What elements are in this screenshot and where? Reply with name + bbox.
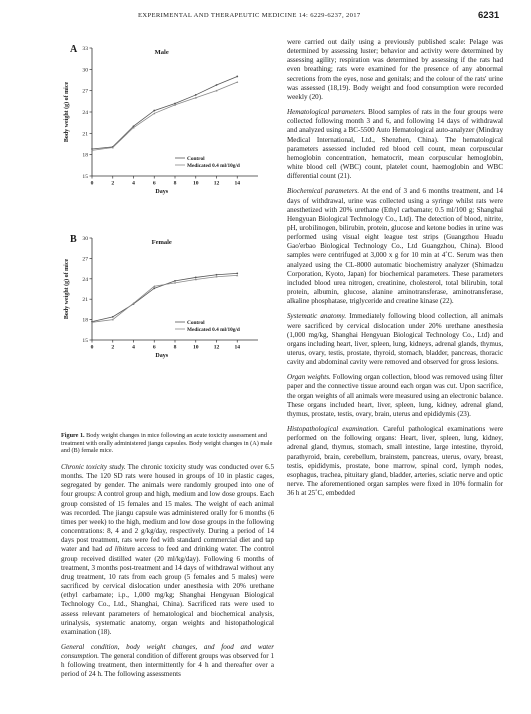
data-point [153,287,155,289]
data-point [195,277,197,279]
paragraph-text: Following organ collection, blood was removed using filter paper and the connective tissue around each organ was cut. Upon sacrifice, the organ weights of all animals were measured using an electronic balance. These organs included heart, liver, spleen, lung, kidney, adrenal gland, thymus, prostate, testis, ovary, brain, uterus and epididymis (23). [287,373,503,418]
x-tick-label: 14 [234,180,241,187]
y-tick-label: 21 [82,297,88,304]
figure-1-svg [56,38,278,438]
x-tick-label: 6 [152,180,156,187]
data-point [216,84,218,86]
legend-label: Medicated 0.4 ml/10g/d [187,163,240,169]
y-tick-label: 21 [82,131,88,138]
data-point [112,316,114,318]
paragraph-text: Blood samples of rats in the four groups were collected following month 3 and 6, and following 14 days of withdrawal and analyzed using a BC-5500 Auto Hematological auto-analyzer (Mindray Medical International, Ltd., Shenzhen, China). The hematological parameters assessed included red blood cell count, mean corpuscular hemoglobin concentration, hematocrit, mean corpuscular hemoglobin, white blood cell (WBC) count, platelet count, haemoglobin and WBC differential count (21). [287,108,503,181]
left-column [61,463,274,680]
y-tick-label: 27 [82,88,88,95]
x-tick-label: 4 [132,344,135,351]
paragraph-general-condition [61,643,274,680]
paragraph-systematic-anatomy [287,312,503,367]
paragraph-hematological [287,108,503,181]
panel-title: Male [154,49,169,56]
data-point [174,280,176,282]
caption-label: Figure 1. [61,432,85,439]
panel-letter: B [70,234,77,245]
paragraph-continued [287,38,503,102]
x-tick-label: 10 [192,344,199,351]
legend-label: Control [187,320,205,326]
paragraph-text: Careful pathological examinations were performed on the following organs: Heart, liver, spleen, lung, kidney, adrenal gland, thymus, stomach, small intestine, large intestine, thyroid, parathyroid, brain, cerebellum, brainstem, pancreas, uterus, ovary, breast, testis, epididymis, prostate, bone marrow, spinal cord, lymph nodes, esophagus, trachea, pituitary gland, bladder, arteries, sciatic nerve and optic nerve. The aforementioned organ samples were fixed in 10% formalin for 36 h at 25˚C, embedded [287,425,503,498]
section-heading: General condition, body weight changes, and food and water consumption. [61,642,274,661]
section-heading: Hematological parameters. [287,108,366,117]
data-point [195,94,197,96]
x-tick-label: 8 [173,344,177,351]
section-heading: Organ weights. [287,373,331,382]
y-tick-label: 18 [82,317,88,324]
chart-panel-b [63,234,258,359]
series-line [92,273,237,321]
section-heading: Chronic toxicity study. [61,463,126,471]
legend-label: Medicated 0.4 ml/10g/d [187,327,240,333]
x-axis-label: Days [155,189,169,195]
paragraph-text: were carried out daily using a previously published scale: Pelage was determined by assessing luster; behavior and activity were determined by assessing agility; respiration was determined by assessing if the rats had even breathing; rats were examined for the presence of any abnormal secretions from the eyes, nose and genitals; and the colour of the rats' urine was assessed (18,19). Body weight and food consumption were recorded weekly (20). [287,38,503,101]
x-tick-label: 2 [111,180,115,187]
paragraph-text: At the end of 3 and 6 months treatment, and 14 days of withdrawal, urine was collected using a syringe whilst rats were anesthetized with 20% urethane (Ethyl carbamate; 0.5 ml/100 g; Shanghai Hengyuan Biological Technology Co., Ltd). The detection of blood, nitrite, pH, urobilinogen, bilirubin, protein, glucose and ketone bodies in urine was performed using visual eight league test strips (Guangzhou Huadu Gao'erbao Biological Technology Co., Ltd Guangzhou, China). Blood samples were centrifuged at 3,000 x g for 10 min at 4˚C. Serum was then analyzed using the CL-8000 automatic biochemistry analyzer (Shimadzu Corporation, Kyoto, Japan) for biochemical parameters. These parameters included blood urea nitrogen, creatinine, cholesterol, total bilirubin, total protein, albumin, glucose, alanine aminotransferase, aminotransferase, alkaline phosphatase, triglyceride and creatine kinase (22). [287,187,503,306]
caption-text: Body weight changes in mice following an acute toxicity assessment and treatment with orally administered jiangu capsules. Body weight changes in (A) male and (B) female mice. [61,432,273,455]
chart-panel-a [63,44,258,195]
y-tick-label: 15 [82,338,88,344]
paragraph-text: The general condition of different groups was observed for 1 h following treatment, then intermittently for 4 h and thereafter over a period of 24 h. The following assessments [61,652,274,679]
paragraph-italic: ad libitum [105,545,135,554]
y-tick-label: 33 [82,46,88,52]
right-column [287,38,503,498]
section-heading: Biochemical parameters. [287,187,360,196]
data-point [153,110,155,112]
series-line [92,275,237,322]
x-tick-label: 10 [192,180,199,187]
figure-caption [61,432,274,455]
y-tick-label: 30 [82,236,88,242]
running-head: EXPERIMENTAL AND THERAPEUTIC MEDICINE 14: 6229-6237, 2017 [138,12,361,19]
figure-1 [56,38,278,438]
x-tick-label: 0 [90,344,94,351]
x-tick-label: 12 [213,344,220,351]
data-point [236,272,238,274]
x-tick-label: 4 [132,180,135,187]
x-tick-label: 2 [111,344,115,351]
data-point [216,274,218,276]
panel-letter: A [70,44,78,55]
data-point [236,81,238,83]
paragraph-chronic-toxicity [61,463,274,637]
paragraph-text: Immediately following blood collection, all animals were sacrificed by cervical dislocation under 20% urethane anesthesia (1,000 mg/kg, Shanghai Hengyuan Biological Technology Co., Ltd) and organs including heart, liver, spleen, lung, kidneys, adrenal glands, thymus, uterus, ovary, testis, prostate, thyroid, stomach, bladder, pancreas, thoracic cavity and abdominal cavity were removed and observed for gross lesions. [287,312,503,367]
y-tick-label: 24 [82,110,88,116]
y-tick-label: 18 [82,152,88,159]
x-axis-label: Days [155,353,169,359]
y-tick-label: 15 [82,174,88,180]
section-heading: Histopathological examination. [287,425,380,434]
series-line [92,76,237,149]
paragraph-text: access to feed and drinking water. The control group received distilled water (20 ml/kg/day). Following 6 months of treatment, 3 months post-treatment and 14 days of withdrawal without any drug treatment, 10 rats from each group (5 females and 5 males) were sacrificed by cervical dislocation under anesthesia with 20% urethane (ethyl carbamate; i.p., 1,000 mg/kg; Shanghai Hengyuan Biological Technology Co., Ltd., Shanghai, China). Sacrificed rats were used to assess relevant parameters of hematological and biochemical analysis, urinalysis, systematic anatomy, organ weights and histopathological examination (18). [61,545,275,636]
y-tick-label: 30 [82,67,88,74]
y-tick-label: 24 [82,276,88,283]
page-number: 6231 [478,10,500,21]
x-tick-label: 6 [152,344,156,351]
panel-title: Female [151,239,172,246]
paragraph-organ-weights [287,373,503,419]
x-tick-label: 0 [90,180,94,187]
y-tick-label: 27 [82,256,88,263]
paragraph-text: The chronic toxicity study was conducted over 6.5 months. The 120 SD rats were housed in groups of 10 in plastic cages, segregated by gender. The animals were randomly grouped into one of four groups: A control group and high, medium and low dose groups. Each group consisted of 15 females and 15 males. The weight of each animal was recorded. The jiangu capsule was administered orally for 6 months (6 times per week) to the high, medium and low dose groups in the following concentrations: 8, 4 and 2 g/kg/day, respectively. During a period of 14 days post treatment, rats were fed with standard commercial diet and tap water and had [61,463,274,554]
y-axis-label: Body weight (g) of mice [64,258,70,320]
section-heading: Systematic anatomy. [287,312,347,321]
paragraph-biochemical [287,187,503,306]
x-tick-label: 8 [173,180,177,187]
x-tick-label: 12 [213,180,220,187]
paragraph-histopathology [287,425,503,498]
x-tick-label: 14 [234,344,241,351]
series-line [92,82,237,150]
y-axis-label: Body weight (g) of mice [64,81,70,143]
legend-label: Control [187,156,205,162]
data-point [236,76,238,78]
